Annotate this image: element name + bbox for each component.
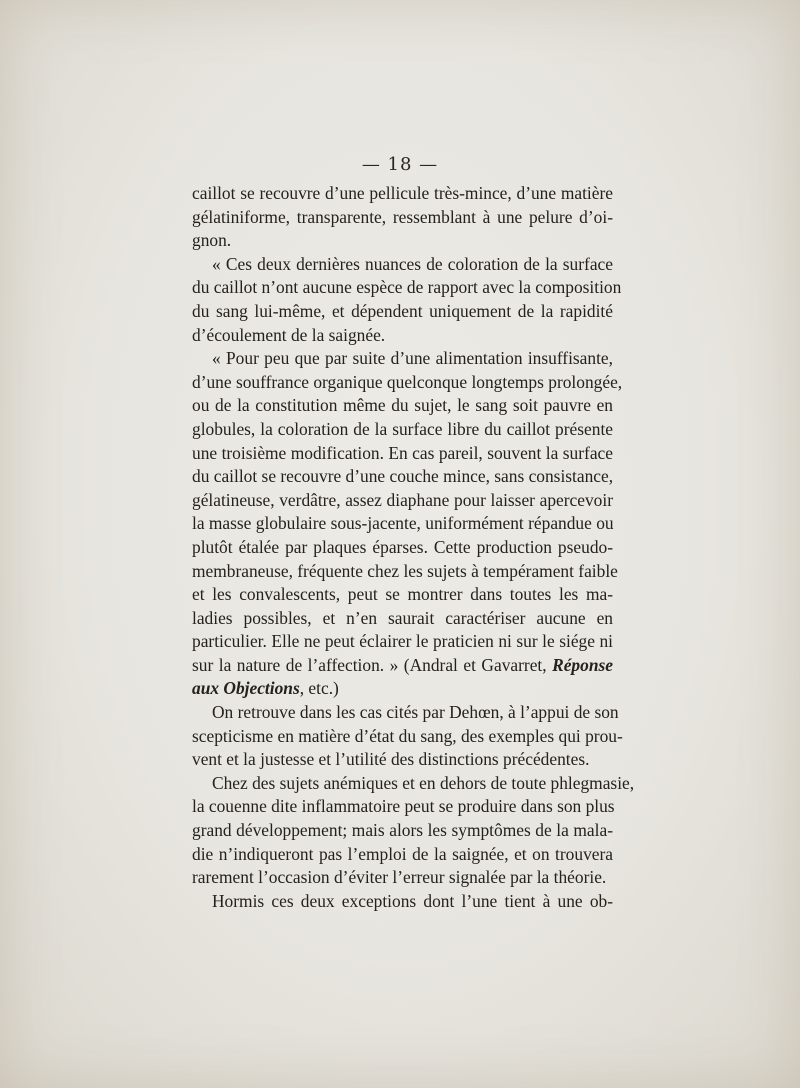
text-line: grand développement; mais alors les symptômes de la mala-: [192, 820, 613, 841]
text-line: die n’indiqueront pas l’emploi de la saignée, et on trouvera: [192, 843, 613, 864]
text-line: ladies possibles, et n’en saurait caractériser aucune en: [192, 607, 613, 628]
body-text: [192, 182, 635, 913]
text-segment: , etc.): [299, 678, 339, 699]
citation-title: Réponse: [552, 654, 613, 675]
text-line: la couenne dite inflammatoire peut se produire dans son plus: [192, 796, 615, 817]
text-line: du caillot se recouvre d’une couche mince, sans consistance,: [192, 466, 614, 487]
text-line: et les convalescents, peut se montrer dans toutes les ma-: [192, 584, 613, 605]
paragraph-2: [192, 253, 622, 347]
citation-title-cont: aux Objections: [192, 678, 300, 699]
text-line: particulier. Elle ne peut éclairer le praticien ni sur le siége ni: [192, 631, 613, 652]
text-line: une troisième modification. En cas pareil, souvent la surface: [192, 442, 613, 463]
paragraph-5: [192, 772, 635, 890]
text-line: Hormis ces deux exceptions dont l’une tient à une ob-: [212, 890, 613, 911]
text-line: On retrouve dans les cas cités par Dehœn, à l’appui de son: [212, 702, 619, 723]
text-line: plutôt étalée par plaques éparses. Cette production pseudo-: [192, 536, 613, 557]
text-line: « Pour peu que par suite d’une alimentation insuffisante,: [212, 348, 613, 369]
paragraph-3: [192, 347, 623, 701]
text-line-with-citation: [192, 677, 613, 701]
text-line: gnon.: [192, 230, 232, 251]
text-line: ou de la constitution même du sujet, le sang soit pauvre en: [192, 395, 613, 416]
text-line: vent et la justesse et l’utilité des distinctions précédentes.: [192, 749, 590, 770]
paragraph-4: [192, 701, 623, 772]
text-line: gélatiniforme, transparente, ressemblant à une pelure d’oi-: [192, 206, 613, 227]
text-line: membraneuse, fréquente chez les sujets à tempérament faible: [192, 560, 618, 581]
paragraph-1: [192, 182, 613, 253]
text-line: d’une souffrance organique quelconque longtemps prolongée,: [192, 371, 623, 392]
text-line-with-citation: [192, 654, 613, 678]
paragraph-6: [192, 890, 613, 914]
text-line: Chez des sujets anémiques et en dehors de toute phlegmasie,: [212, 772, 635, 793]
text-segment: sur la nature de l’affection. » (Andral et Gavarret,: [192, 654, 547, 675]
text-line: la masse globulaire sous-jacente, uniformément répandue ou: [192, 513, 614, 534]
text-line: globules, la coloration de la surface libre du caillot présente: [192, 418, 613, 439]
text-line: « Ces deux dernières nuances de coloration de la surface: [212, 253, 613, 274]
text-line: scepticisme en matière d’état du sang, des exemples qui prou-: [192, 725, 623, 746]
text-line: caillot se recouvre d’une pellicule très-mince, d’une matière: [192, 183, 613, 203]
page-number: — 18 —: [361, 154, 439, 175]
text-line: d’écoulement de la saignée.: [192, 324, 386, 345]
text-line: du sang lui-même, et dépendent uniquement de la rapidité: [192, 300, 613, 321]
text-line: du caillot n’ont aucune espèce de rapport avec la composition: [192, 277, 622, 298]
text-line: rarement l’occasion d’éviter l’erreur signalée par la théorie.: [192, 867, 607, 888]
text-line: gélatineuse, verdâtre, assez diaphane pour laisser apercevoir: [192, 489, 613, 510]
